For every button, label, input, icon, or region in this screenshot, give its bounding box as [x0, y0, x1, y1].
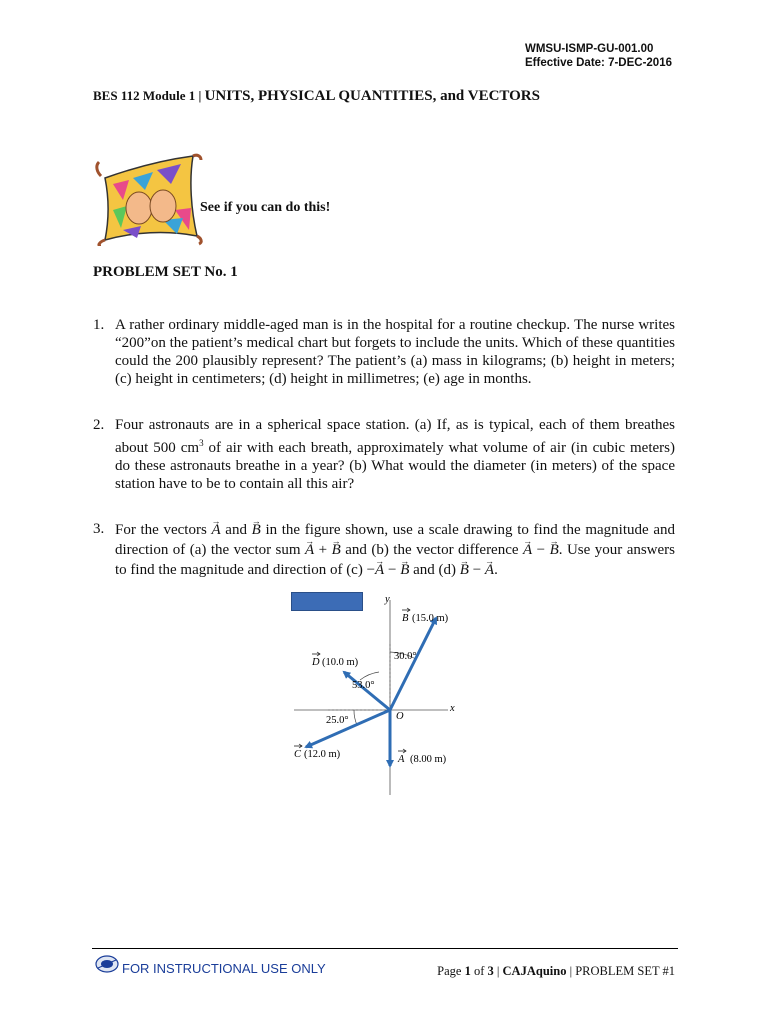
- vector-symbol: → A: [523, 540, 532, 560]
- vector-c-letter: C: [294, 749, 302, 760]
- document-code: WMSU-ISMP-GU-001.00: [524, 43, 654, 55]
- operator: −: [532, 542, 550, 558]
- question-text-part: and (d): [409, 562, 460, 578]
- page-label: Page: [437, 964, 465, 978]
- question-text-part: and (b) the vector difference: [340, 542, 523, 558]
- module-title: [93, 88, 540, 105]
- vector-d-letter: D: [312, 657, 320, 668]
- page-of-label: of: [470, 964, 488, 978]
- vector-d-arrow: [344, 672, 390, 710]
- effective-date: Effective Date: 7-DEC-2016: [524, 57, 672, 69]
- question-text-part: of air with each breath, approximately what volume of air (in cubic meters) do these astronauts breathe in a year? (b) What would the diameter (in meters) of the space station have to be to contain all this air?: [115, 440, 675, 492]
- operator: −: [468, 562, 485, 578]
- separator: |: [493, 964, 503, 978]
- question-text: [115, 520, 675, 580]
- footer-page-info: [437, 964, 675, 979]
- operator: +: [314, 542, 332, 558]
- question-text: A rather ordinary middle-aged man is in the hospital for a routine checkup. The nurse writes “200”on the patient’s medical chart but forgets to include the units. Which of these quantities could the 200 plausibly represent? The patient’s (a) mass in kilograms; (b) height in meters; (c) height in centimeters; (d) height in millimetres; (e) age in months.: [115, 317, 675, 387]
- page-total: 3: [487, 964, 494, 978]
- question-text-part: and: [220, 522, 252, 538]
- operator: −: [384, 562, 401, 578]
- intro-tagline: See if you can do this!: [200, 200, 331, 215]
- vector-symbol: → A: [485, 560, 494, 580]
- vector-symbol: → A: [305, 540, 314, 560]
- superscript: 3: [199, 438, 204, 448]
- question-number: 1.: [93, 317, 105, 333]
- footer-divider: [92, 948, 678, 949]
- question-text-part: in the figure shown, use a scale drawing to find the magnitude and direction of (a) the vector sum: [115, 522, 675, 558]
- footer-notice: FOR INSTRUCTIONAL USE ONLY: [122, 961, 326, 976]
- vector-a-letter: A: [398, 754, 405, 765]
- vector-symbol: → B: [332, 540, 341, 560]
- vector-d-angle: 53.0°: [352, 680, 375, 691]
- vector-b-magnitude: (15.0 m): [412, 613, 449, 624]
- footer-doc-label: | PROBLEM SET #1: [566, 964, 675, 978]
- vector-c-angle: 25.0°: [326, 715, 349, 726]
- question-text: [115, 416, 675, 493]
- origin-label: O: [396, 711, 404, 722]
- vector-symbol: → A: [375, 560, 384, 580]
- question-2: [93, 416, 675, 492]
- vector-symbol: → B: [400, 560, 409, 580]
- vector-diagram: [288, 590, 468, 800]
- page-number: 1: [464, 964, 471, 978]
- document-header: [525, 42, 672, 70]
- question-1: [93, 316, 675, 388]
- question-text-part: Four astronauts are in a spherical space station. (a) If, as is typical, each of them breathes about 500 cm: [115, 417, 675, 456]
- question-text-part: .: [494, 562, 498, 578]
- vector-b-letter: B: [402, 613, 409, 624]
- vector-d-magnitude: (10.0 m): [322, 657, 359, 668]
- question-text-part: For the vectors: [115, 522, 212, 538]
- question-3: [93, 520, 675, 580]
- vector-symbol: → B: [550, 540, 559, 560]
- question-number: 2.: [93, 417, 105, 433]
- vector-c-magnitude: (12.0 m): [304, 749, 341, 760]
- author: CAJAquino: [502, 964, 567, 978]
- question-text-part: . Use your answers to find the magnitude and direction of (c) −: [115, 542, 676, 578]
- y-axis-label: y: [385, 594, 390, 605]
- module-topic: UNITS, PHYSICAL QUANTITIES, and VECTORS: [204, 88, 540, 104]
- problem-set-heading: PROBLEM SET No. 1: [93, 264, 238, 280]
- vector-symbol: → A: [211, 520, 220, 540]
- question-number: 3.: [93, 521, 105, 537]
- module-code: BES 112 Module 1 |: [93, 88, 205, 103]
- vector-symbol: → B: [460, 560, 469, 580]
- university-seal-icon: [95, 954, 119, 974]
- magic-carpet-hands-illustration: [93, 150, 205, 246]
- vector-b-angle: 30.0°: [394, 651, 417, 662]
- x-axis-label: x: [450, 703, 455, 714]
- vector-b-arrow: [390, 618, 436, 710]
- vector-a-magnitude: (8.00 m): [410, 754, 447, 765]
- vector-symbol: → B: [252, 520, 261, 540]
